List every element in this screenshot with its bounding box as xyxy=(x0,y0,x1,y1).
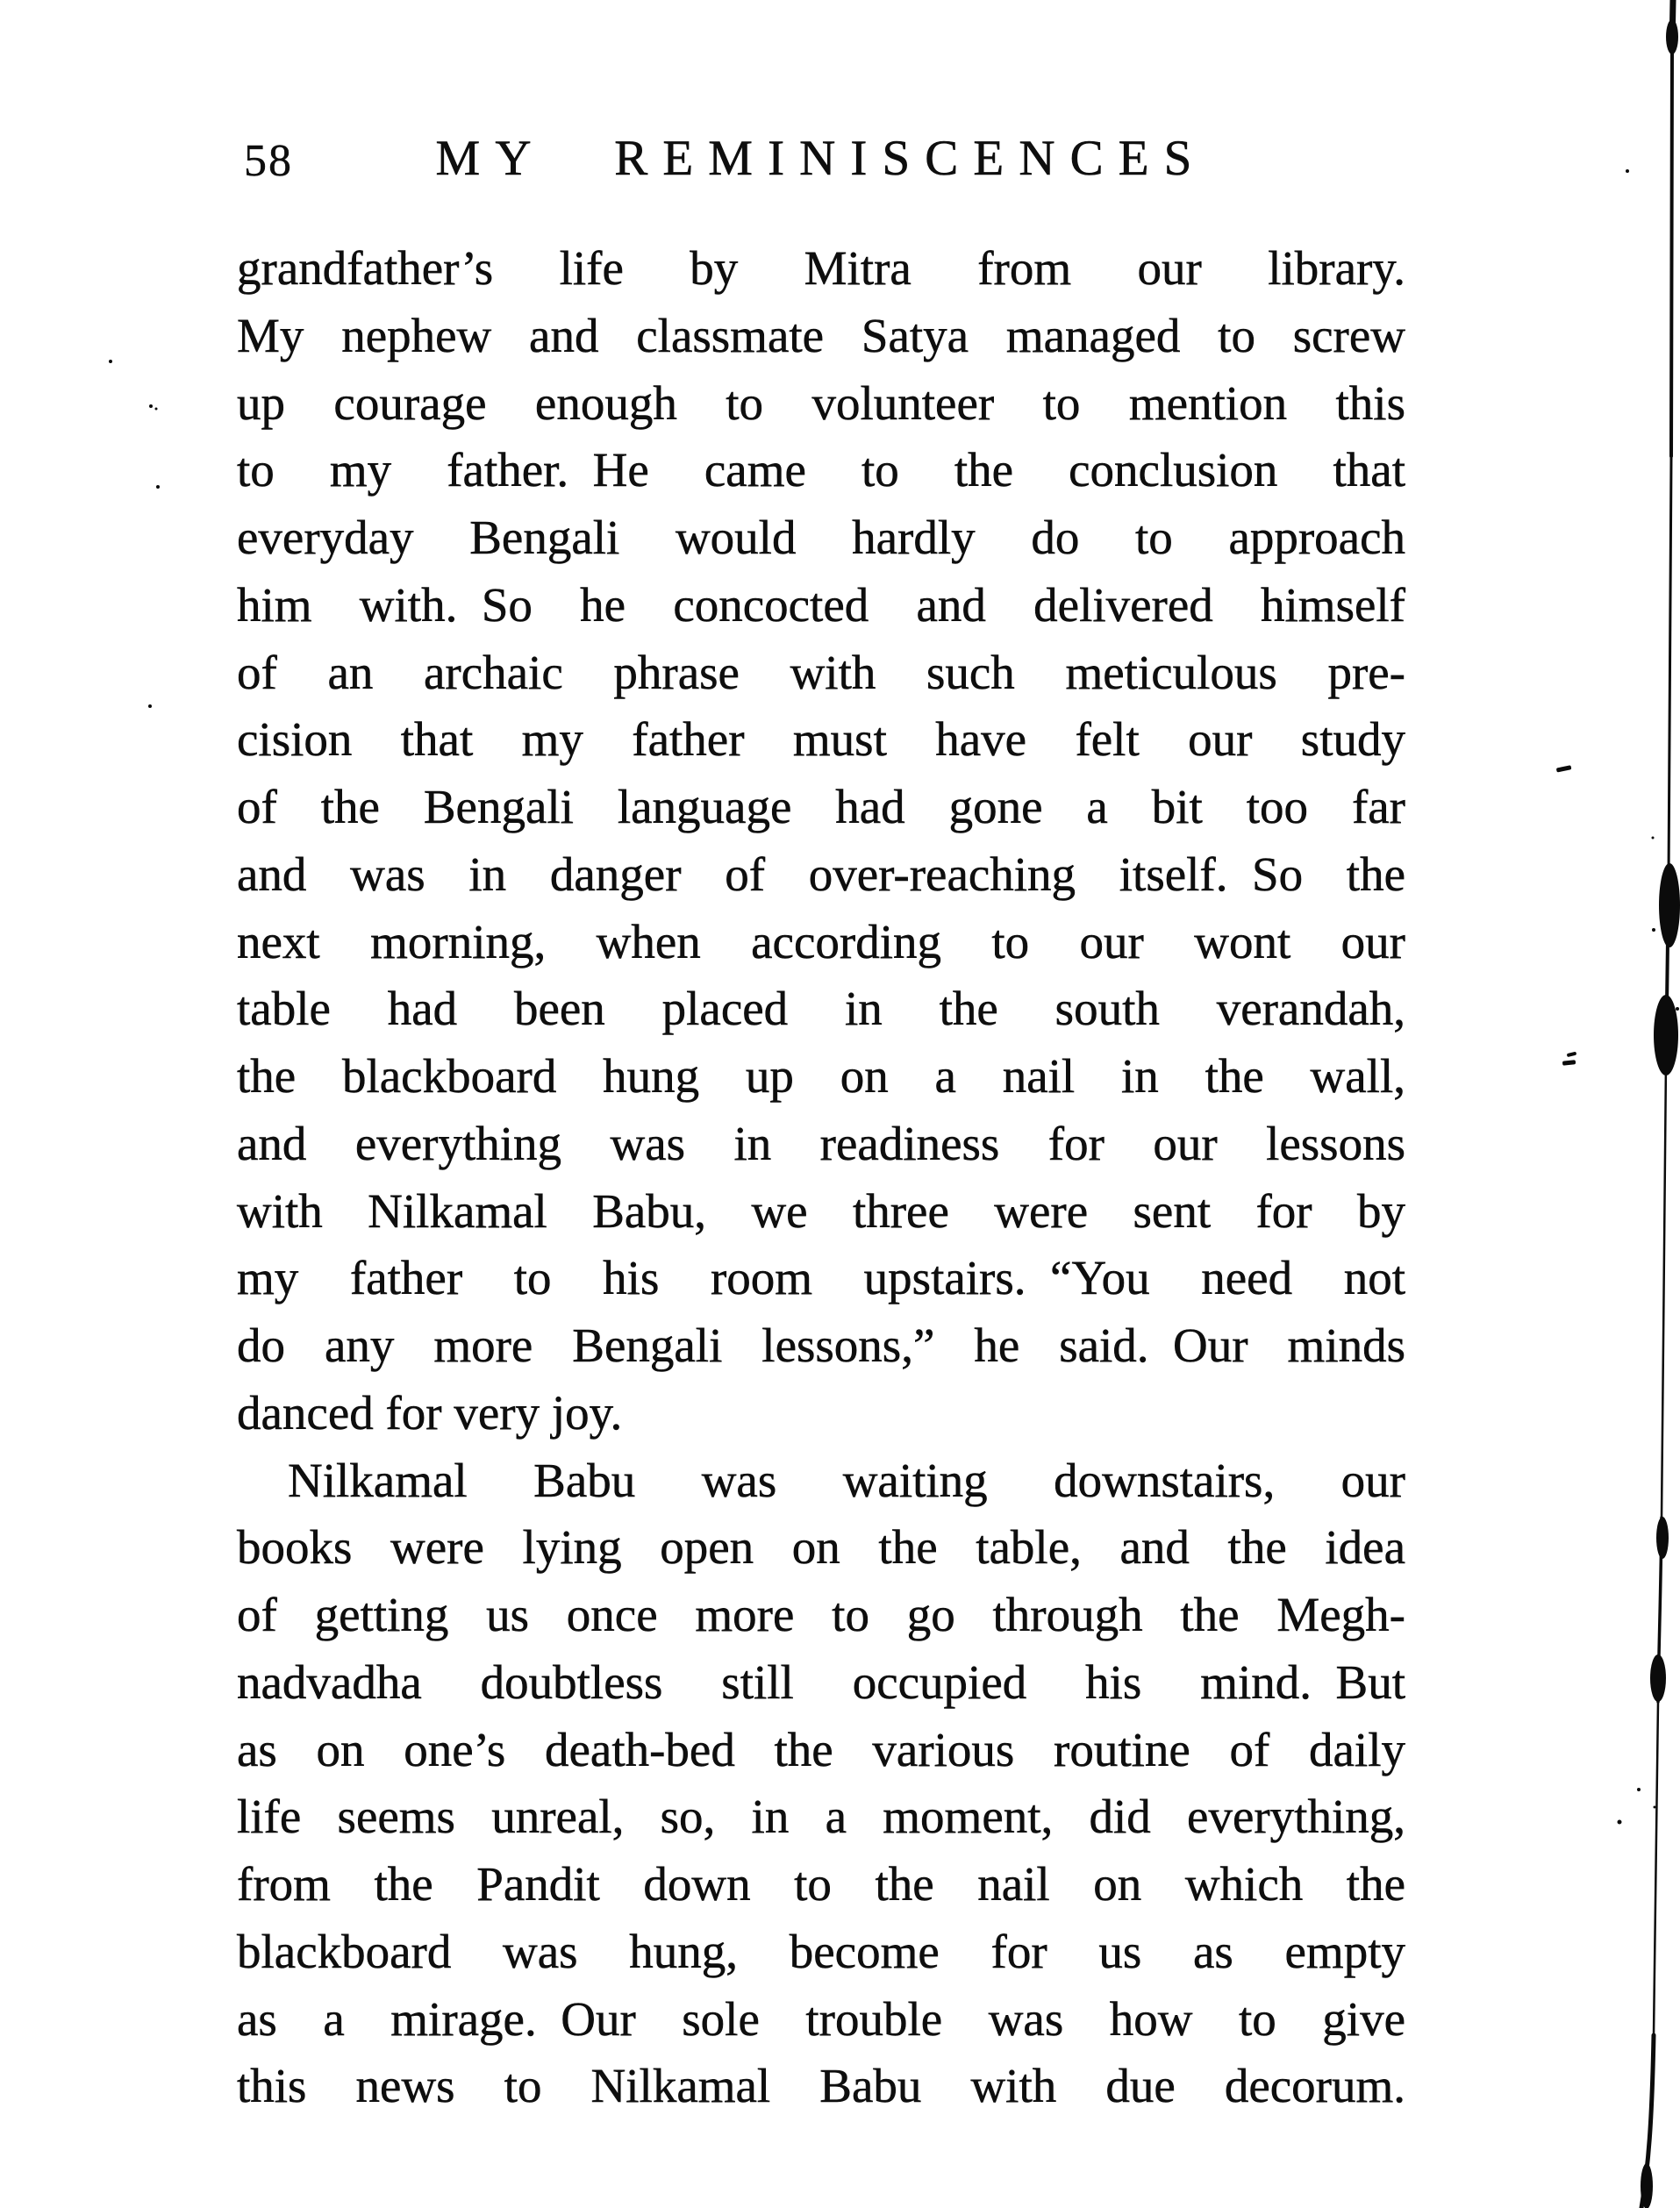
scan-specks xyxy=(109,360,160,708)
text-line: as on one’s death-bed the various routine of daily xyxy=(237,1722,1405,1776)
margin-marks xyxy=(1556,169,1641,1825)
text-line: everyday Bengali would hardly do to approach xyxy=(237,511,1405,564)
text-line: danced for very joy. xyxy=(237,1385,623,1440)
text-line: Nilkamal Babu was waiting downstairs, our xyxy=(288,1453,1405,1507)
text-line: next morning, when according to our wont our xyxy=(237,914,1405,968)
text-line: as a mirage. Our sole trouble was how to give xyxy=(237,1991,1405,2046)
text-line: up courage enough to volunteer to mention this xyxy=(237,375,1405,430)
running-title: MY REMINISCENCES xyxy=(435,131,1207,186)
binding-edge-line xyxy=(1641,0,1673,2208)
text-line: cision that my father must have felt our study xyxy=(237,712,1405,767)
text-line: blackboard was hung, become for us as empty xyxy=(237,1924,1405,1978)
text-line: My nephew and classmate Satya managed to screw xyxy=(237,308,1405,362)
text-line: my father to his room upstairs. “You need not xyxy=(237,1251,1405,1305)
text-line: this news to Nilkamal Babu with due decorum. xyxy=(237,2059,1405,2113)
body-text xyxy=(237,235,1405,2120)
page-number: 58 xyxy=(244,136,293,186)
text-line: the blackboard hung up on a nail in the wall, xyxy=(237,1049,1405,1103)
text-line: him with. So he concocted and delivered himself xyxy=(237,577,1405,632)
text-line: and everything was in readiness for our lessons xyxy=(237,1116,1405,1170)
page-header xyxy=(237,130,1405,191)
text-line: to my father. He came to the conclusion that xyxy=(237,443,1405,497)
text-line: of getting us once more to go through the Megh- xyxy=(237,1588,1405,1641)
text-line: of an archaic phrase with such meticulous pre- xyxy=(237,645,1405,699)
text-line: do any more Bengali lessons,” he said. Our minds xyxy=(237,1318,1405,1372)
binding-ink-blobs xyxy=(1641,19,1680,2208)
text-line: table had been placed in the south verandah, xyxy=(237,982,1405,1036)
text-line: books were lying open on the table, and the idea xyxy=(237,1520,1405,1575)
text-line: grandfather’s life by Mitra from our library. xyxy=(237,241,1405,295)
text-line: of the Bengali language had gone a bit too far xyxy=(237,780,1405,833)
text-line: from the Pandit down to the nail on which the xyxy=(237,1857,1405,1911)
text-line: nadvadha doubtless still occupied his mind. But xyxy=(237,1654,1405,1709)
text-line: and was in danger of over-reaching itself. So the xyxy=(237,847,1405,901)
text-line: with Nilkamal Babu, we three were sent for by xyxy=(237,1183,1405,1238)
text-line: life seems unreal, so, in a moment, did everything, xyxy=(237,1790,1405,1844)
